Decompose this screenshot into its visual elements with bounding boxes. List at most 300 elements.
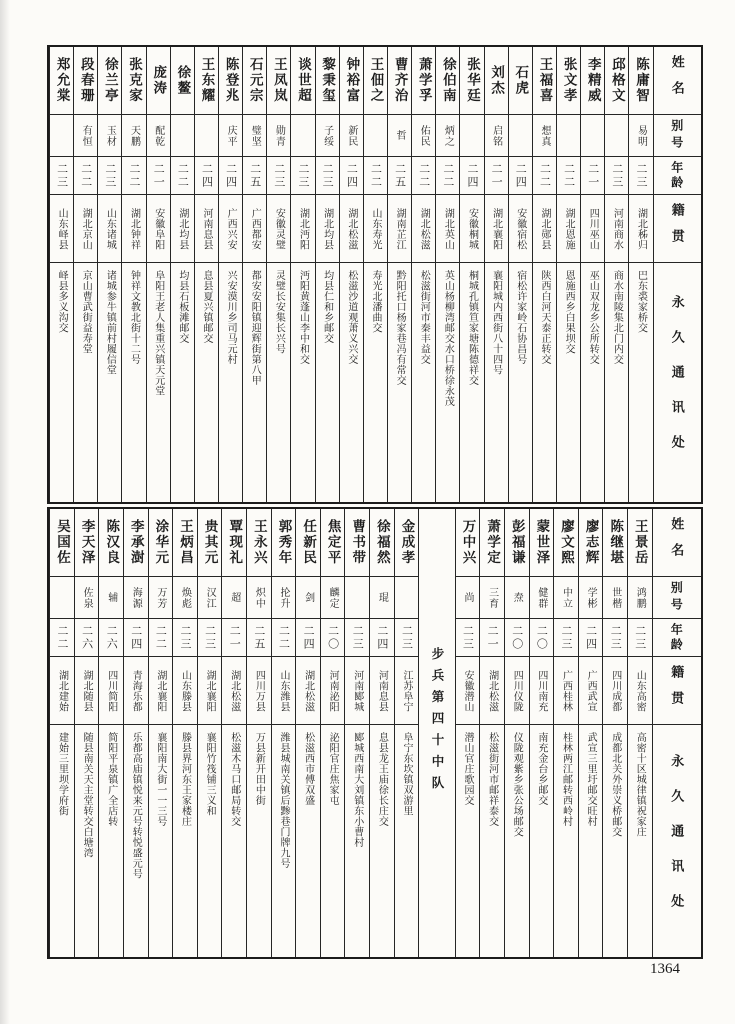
name-cell: 徐伯南 <box>436 47 459 115</box>
column-headers <box>652 509 701 957</box>
header-address: 永久通讯处 <box>669 753 685 929</box>
entry-column <box>315 47 339 502</box>
native-cell: 河南息县 <box>370 657 394 725</box>
entry-column <box>529 509 554 957</box>
entry-column <box>553 509 578 957</box>
name-cell: 石元宗 <box>243 47 266 115</box>
address-cell: 灵璧长安集长兴号 <box>273 270 285 354</box>
name-cell: 徐福然 <box>370 509 394 577</box>
name-cell: 陈登兆 <box>219 47 242 115</box>
entry-column <box>628 47 652 502</box>
alias-cell: 庆平 <box>219 115 242 157</box>
alias-cell: 配乾 <box>147 115 170 157</box>
address-cell: 高密十区城律镇祝家庄 <box>634 732 646 837</box>
header-native: 籍贯 <box>653 657 701 725</box>
name-cell: 焦定平 <box>321 509 345 577</box>
name-cell: 万中兴 <box>456 509 480 577</box>
entry-column <box>98 509 123 957</box>
name-cell: 覃现礼 <box>222 509 246 577</box>
address-cell: 钟祥文教北街十二号 <box>128 270 140 365</box>
age-cell: 二二 <box>171 157 194 195</box>
header-alias: 别号 <box>653 577 701 619</box>
address-cell: 乐都高庙镇悦来元号转悦盛元号 <box>130 732 142 879</box>
alias-cell: 佐泉 <box>75 577 99 619</box>
alias-cell: 鸿鹏 <box>628 577 652 619</box>
native-cell: 广西兴安 <box>219 195 242 263</box>
alias-cell: 焘 <box>505 577 529 619</box>
unit-title: 步兵第四十中队 <box>430 647 444 798</box>
name-cell: 彭福谦 <box>505 509 529 577</box>
age-cell: 二一 <box>147 157 170 195</box>
native-cell: 湖北松滋 <box>296 657 320 725</box>
native-cell: 湖北襄阳 <box>198 657 222 725</box>
address-cell: 襄阳竹筏铺三义和 <box>204 732 216 816</box>
entry-column <box>218 47 242 502</box>
native-cell: 四川成都 <box>603 657 627 725</box>
entry-column <box>295 509 320 957</box>
entry-column <box>148 509 173 957</box>
native-cell: 山东诸城 <box>98 195 121 263</box>
age-cell: 二二 <box>412 157 435 195</box>
native-cell: 湖北松滋 <box>340 195 363 263</box>
name-cell: 石虎 <box>509 47 532 115</box>
address-cell: 恩施西乡白果坝交 <box>563 270 575 354</box>
name-cell: 萧学定 <box>480 509 504 577</box>
address-cell: 郾城西南大刘镇东小曹村 <box>351 732 363 848</box>
entry-column <box>459 47 483 502</box>
entry-column <box>97 47 121 502</box>
name-cell: 庞涛 <box>147 47 170 115</box>
age-cell: 二三 <box>395 619 419 657</box>
header-name: 姓名 <box>653 509 701 577</box>
entry-column <box>435 47 459 502</box>
age-cell: 二四 <box>219 157 242 195</box>
address-cell: 商水南陵集北门内交 <box>611 270 623 365</box>
alias-cell: 汉江 <box>198 577 222 619</box>
name-cell: 萧学孚 <box>412 47 435 115</box>
age-cell: 二三 <box>198 619 222 657</box>
address-cell: 松滋西市傅双盛 <box>302 732 314 806</box>
age-cell: 二二 <box>122 157 145 195</box>
alias-cell <box>171 115 194 157</box>
native-cell: 湖北京山 <box>74 195 97 263</box>
native-cell: 湖北建始 <box>50 657 74 725</box>
native-cell: 青海乐都 <box>124 657 148 725</box>
entry-column <box>344 509 369 957</box>
alias-cell <box>291 115 314 157</box>
native-cell: 湖北沔阳 <box>291 195 314 263</box>
name-cell: 陈庸智 <box>629 47 652 115</box>
entry-column <box>172 509 197 957</box>
address-cell: 随县南关天主堂转交白塘湾 <box>81 732 93 858</box>
native-cell: 河南郾城 <box>345 657 369 725</box>
native-cell: 湖北英山 <box>436 195 459 263</box>
name-cell: 黎秉玺 <box>316 47 339 115</box>
age-cell: 二四 <box>370 619 394 657</box>
address-cell: 泌阳官庄焦家屯 <box>327 732 339 806</box>
age-cell: 二三 <box>98 157 121 195</box>
native-cell: 安徽桐城 <box>460 195 483 263</box>
age-cell: 二二 <box>557 157 580 195</box>
native-cell: 湖北恩施 <box>557 195 580 263</box>
alias-cell: 世楷 <box>603 577 627 619</box>
address-cell: 襄阳南大街一一三号 <box>154 732 166 827</box>
age-cell: 二四 <box>195 157 218 195</box>
native-cell: 山东峄县 <box>50 195 73 263</box>
alias-cell: 佑民 <box>412 115 435 157</box>
name-cell: 郭秀年 <box>272 509 296 577</box>
address-cell: 松滋街河市秦丰益交 <box>418 270 430 365</box>
address-cell: 松滋木马口邮局转交 <box>228 732 240 827</box>
name-cell: 李承澍 <box>124 509 148 577</box>
header-name: 姓名 <box>654 47 701 115</box>
address-cell: 南充金台乡邮交 <box>535 732 547 806</box>
native-cell: 山东高密 <box>628 657 652 725</box>
address-cell: 巫山双龙乡公所转交 <box>587 270 599 365</box>
header-native: 籍贯 <box>654 195 701 263</box>
address-cell: 建始三里坝学府街 <box>56 732 68 816</box>
alias-cell: 超 <box>222 577 246 619</box>
age-cell: 二五 <box>247 619 271 657</box>
register-table-bottom <box>47 507 703 959</box>
native-cell: 江苏阜宁 <box>395 657 419 725</box>
native-cell: 湖北钟祥 <box>122 195 145 263</box>
header-age: 年龄 <box>654 157 701 195</box>
native-cell: 湖北随县 <box>75 657 99 725</box>
alias-cell: 哲 <box>388 115 411 157</box>
age-cell: 二三 <box>554 619 578 657</box>
entry-column <box>363 47 387 502</box>
age-cell: 二〇 <box>505 619 529 657</box>
entry-column <box>532 47 556 502</box>
name-cell: 王佃之 <box>364 47 387 115</box>
name-cell: 王永兴 <box>247 509 271 577</box>
alias-cell <box>50 577 74 619</box>
entry-column <box>266 47 290 502</box>
name-cell: 张华廷 <box>460 47 483 115</box>
name-cell: 王东耀 <box>195 47 218 115</box>
native-cell: 湖北均县 <box>316 195 339 263</box>
name-cell: 张克家 <box>122 47 145 115</box>
name-cell: 邱格文 <box>605 47 628 115</box>
entry-column <box>320 509 345 957</box>
entry-column <box>604 47 628 502</box>
address-cell: 巴东裘家桥交 <box>635 270 647 333</box>
alias-cell: 剑 <box>296 577 320 619</box>
entry-column <box>627 509 652 957</box>
entry-column <box>74 509 99 957</box>
entry-column <box>242 47 266 502</box>
address-cell: 武宣三里圩邮交旺村 <box>585 732 597 827</box>
name-cell: 钟裕富 <box>340 47 363 115</box>
entry-column <box>121 47 145 502</box>
age-cell: 二〇 <box>321 619 345 657</box>
name-cell: 李天泽 <box>75 509 99 577</box>
alias-cell: 海源 <box>124 577 148 619</box>
entry-column <box>123 509 148 957</box>
address-cell: 宿松许家岭石协昌号 <box>514 270 526 365</box>
address-cell: 息县夏兴镇邮交 <box>200 270 212 344</box>
age-cell: 二一 <box>485 157 508 195</box>
address-cell: 阜阳王老人集重兴镇天元堂 <box>152 270 164 396</box>
alias-cell: 抡升 <box>272 577 296 619</box>
age-cell: 二四 <box>340 157 363 195</box>
native-cell: 湖北郧县 <box>533 195 556 263</box>
address-cell: 襄阳城内西街八十四号 <box>490 270 502 375</box>
address-cell: 都安安阳镇迎辉街第八甲 <box>249 270 261 386</box>
name-cell: 张文孝 <box>557 47 580 115</box>
native-cell: 河南泌阳 <box>321 657 345 725</box>
address-cell: 桐城孔镇笪家塘陈德祥交 <box>466 270 478 386</box>
age-cell: 二四 <box>296 619 320 657</box>
native-cell: 湖北松滋 <box>480 657 504 725</box>
age-cell: 二三 <box>629 157 652 195</box>
header-age: 年龄 <box>653 619 701 657</box>
entry-column <box>170 47 194 502</box>
native-cell: 湖北襄阳 <box>149 657 173 725</box>
name-cell: 徐鳌 <box>171 47 194 115</box>
alias-cell: 璧坚 <box>243 115 266 157</box>
alias-cell: 中立 <box>554 577 578 619</box>
native-cell: 四川仪陇 <box>505 657 529 725</box>
native-cell: 安徽潜山 <box>456 657 480 725</box>
age-cell: 二一 <box>480 619 504 657</box>
age-cell: 二四 <box>579 619 603 657</box>
address-cell: 潜山官庄歌园交 <box>462 732 474 806</box>
age-cell: 二三 <box>291 157 314 195</box>
age-cell: 二四 <box>124 619 148 657</box>
address-cell: 陕西白河天泰正转交 <box>538 270 550 365</box>
native-cell: 河南息县 <box>195 195 218 263</box>
native-cell: 湖北松滋 <box>222 657 246 725</box>
age-cell: 二二 <box>436 157 459 195</box>
address-cell: 松滋街河市邮祥泰交 <box>486 732 498 827</box>
native-cell: 湖北秭归 <box>629 195 652 263</box>
header-address: 永久通讯处 <box>669 295 685 470</box>
age-cell: 二三 <box>173 619 197 657</box>
native-cell: 四川简阳 <box>99 657 123 725</box>
native-cell: 四川万县 <box>247 657 271 725</box>
age-cell: 二二 <box>272 619 296 657</box>
age-cell: 二三 <box>628 619 652 657</box>
native-cell: 湖南芷江 <box>388 195 411 263</box>
address-cell: 成都北关外崇义桥邮交 <box>609 732 621 837</box>
address-cell: 桂林两江邮转西岭村 <box>560 732 572 827</box>
age-cell: 二三 <box>267 157 290 195</box>
entry-column <box>49 47 73 502</box>
column-headers <box>653 47 701 502</box>
name-cell: 王炳昌 <box>173 509 197 577</box>
entry-column <box>271 509 296 957</box>
name-cell: 王凤岚 <box>267 47 290 115</box>
entry-column <box>387 47 411 502</box>
entry-column <box>602 509 627 957</box>
address-cell: 诸城参牛镇前村履信堂 <box>104 270 116 375</box>
address-cell: 均县仁和乡邮交 <box>321 270 333 344</box>
entry-column <box>508 47 532 502</box>
native-cell: 湖北襄阳 <box>485 195 508 263</box>
entry-column <box>246 509 271 957</box>
address-cell: 沔阳黄蓬山李中和交 <box>297 270 309 365</box>
alias-cell: 想真 <box>533 115 556 157</box>
name-cell: 任新民 <box>296 509 320 577</box>
entry-column <box>339 47 363 502</box>
native-cell: 广西武宣 <box>579 657 603 725</box>
address-cell: 均县石板滩邮交 <box>176 270 188 344</box>
age-cell: 二〇 <box>530 619 554 657</box>
native-cell: 山东潍县 <box>272 657 296 725</box>
age-cell: 二二 <box>50 619 74 657</box>
alias-cell: 启铭 <box>485 115 508 157</box>
alias-cell: 学彬 <box>579 577 603 619</box>
age-cell: 二二 <box>74 157 97 195</box>
alias-cell: 易明 <box>629 115 652 157</box>
age-cell: 二二 <box>364 157 387 195</box>
native-cell: 山东滕县 <box>173 657 197 725</box>
native-cell: 四川巫山 <box>581 195 604 263</box>
unit-title-column <box>418 509 454 957</box>
address-cell: 寿光北潘曲交 <box>369 270 381 333</box>
alias-cell: 麟定 <box>321 577 345 619</box>
alias-cell: 三育 <box>480 577 504 619</box>
native-cell: 四川南充 <box>530 657 554 725</box>
alias-cell: 新民 <box>340 115 363 157</box>
alias-cell <box>345 577 369 619</box>
age-cell: 二三 <box>456 619 480 657</box>
age-cell: 二二 <box>149 619 173 657</box>
register-table-top <box>47 45 703 504</box>
age-cell: 二六 <box>75 619 99 657</box>
entry-column <box>580 47 604 502</box>
age-cell: 二三 <box>603 619 627 657</box>
name-cell: 曹书带 <box>345 509 369 577</box>
age-cell: 二四 <box>460 157 483 195</box>
name-cell: 陈汉良 <box>99 509 123 577</box>
alias-cell: 琨 <box>370 577 394 619</box>
entry-column <box>290 47 314 502</box>
alias-cell: 辅 <box>99 577 123 619</box>
address-cell: 简阳平泉镇广全店转 <box>105 732 117 827</box>
address-cell: 潍县城南关镇后黪巷门牌九号 <box>277 732 289 869</box>
alias-cell: 炳之 <box>436 115 459 157</box>
entry-column <box>194 47 218 502</box>
name-cell: 曹齐治 <box>388 47 411 115</box>
native-cell: 广西都安 <box>243 195 266 263</box>
alias-cell <box>509 115 532 157</box>
name-cell: 贵其元 <box>198 509 222 577</box>
native-cell: 湖北松滋 <box>412 195 435 263</box>
name-cell: 谈世超 <box>291 47 314 115</box>
entry-column <box>49 509 74 957</box>
entry-column <box>504 509 529 957</box>
native-cell: 湖北均县 <box>171 195 194 263</box>
address-cell: 息县龙王庙徐长庄交 <box>376 732 388 827</box>
alias-cell <box>581 115 604 157</box>
alias-cell <box>195 115 218 157</box>
native-cell: 山东寿光 <box>364 195 387 263</box>
age-cell: 二五 <box>388 157 411 195</box>
age-cell: 二三 <box>50 157 73 195</box>
alias-cell: 健群 <box>530 577 554 619</box>
entry-column <box>578 509 603 957</box>
name-cell: 廖志辉 <box>579 509 603 577</box>
entry-column <box>455 509 480 957</box>
entry-column <box>394 509 419 957</box>
alias-cell: 万芳 <box>149 577 173 619</box>
address-cell: 万县新开田中街 <box>253 732 265 806</box>
age-cell: 二六 <box>99 619 123 657</box>
age-cell: 二四 <box>509 157 532 195</box>
name-cell: 刘杰 <box>485 47 508 115</box>
alias-cell: 玉材 <box>98 115 121 157</box>
age-cell: 二三 <box>345 619 369 657</box>
alias-cell: 子绥 <box>316 115 339 157</box>
age-cell: 二一 <box>222 619 246 657</box>
alias-cell: 勋青 <box>267 115 290 157</box>
address-cell: 仪陇观紫乡张公场邮交 <box>511 732 523 837</box>
alias-cell: 炽中 <box>247 577 271 619</box>
name-cell: 蒙世泽 <box>530 509 554 577</box>
age-cell: 二三 <box>316 157 339 195</box>
name-cell: 陈继堪 <box>603 509 627 577</box>
alias-cell <box>50 115 73 157</box>
address-cell: 京山曹武街益寿堂 <box>80 270 92 354</box>
name-cell: 段春珊 <box>74 47 97 115</box>
native-cell: 安徽灵璧 <box>267 195 290 263</box>
scan-edge-artifact <box>0 0 10 1024</box>
alias-cell <box>605 115 628 157</box>
name-cell: 王福喜 <box>533 47 556 115</box>
name-cell: 王景岳 <box>628 509 652 577</box>
age-cell: 二五 <box>243 157 266 195</box>
alias-cell: 尚 <box>456 577 480 619</box>
name-cell: 涂华元 <box>149 509 173 577</box>
alias-cell: 焕彪 <box>173 577 197 619</box>
native-cell: 河南商水 <box>605 195 628 263</box>
address-cell: 黔阳托口杨家巷冯有常交 <box>394 270 406 386</box>
entry-column <box>73 47 97 502</box>
name-cell: 徐兰亭 <box>98 47 121 115</box>
entry-column <box>411 47 435 502</box>
alias-cell <box>395 577 419 619</box>
native-cell: 广西桂林 <box>554 657 578 725</box>
entry-column <box>146 47 170 502</box>
header-alias: 别号 <box>654 115 701 157</box>
alias-cell: 有恒 <box>74 115 97 157</box>
alias-cell <box>364 115 387 157</box>
age-cell: 二二 <box>533 157 556 195</box>
native-cell: 安徽宿松 <box>509 195 532 263</box>
entry-column <box>221 509 246 957</box>
address-cell: 阜宁东坎镇双游里 <box>401 732 412 816</box>
name-cell: 吴国佐 <box>50 509 74 577</box>
name-cell: 金成孝 <box>395 509 419 577</box>
entry-column <box>369 509 394 957</box>
age-cell: 二一 <box>581 157 604 195</box>
address-cell: 兴安漠川乡司马元村 <box>225 270 237 365</box>
entry-column <box>197 509 222 957</box>
address-cell: 松滋沙道观萧义兴交 <box>345 270 357 365</box>
name-cell: 郑允棠 <box>50 47 73 115</box>
page-number: 1364 <box>650 961 680 977</box>
address-cell: 峄县多义沟交 <box>56 270 68 333</box>
alias-cell: 天鹏 <box>122 115 145 157</box>
address-cell: 滕县界河东王家楼庄 <box>179 732 191 827</box>
name-cell: 廖文熙 <box>554 509 578 577</box>
entry-column <box>556 47 580 502</box>
address-cell: 英山杨柳湾邮交水口桥徐永茂 <box>442 270 454 407</box>
entry-column <box>484 47 508 502</box>
